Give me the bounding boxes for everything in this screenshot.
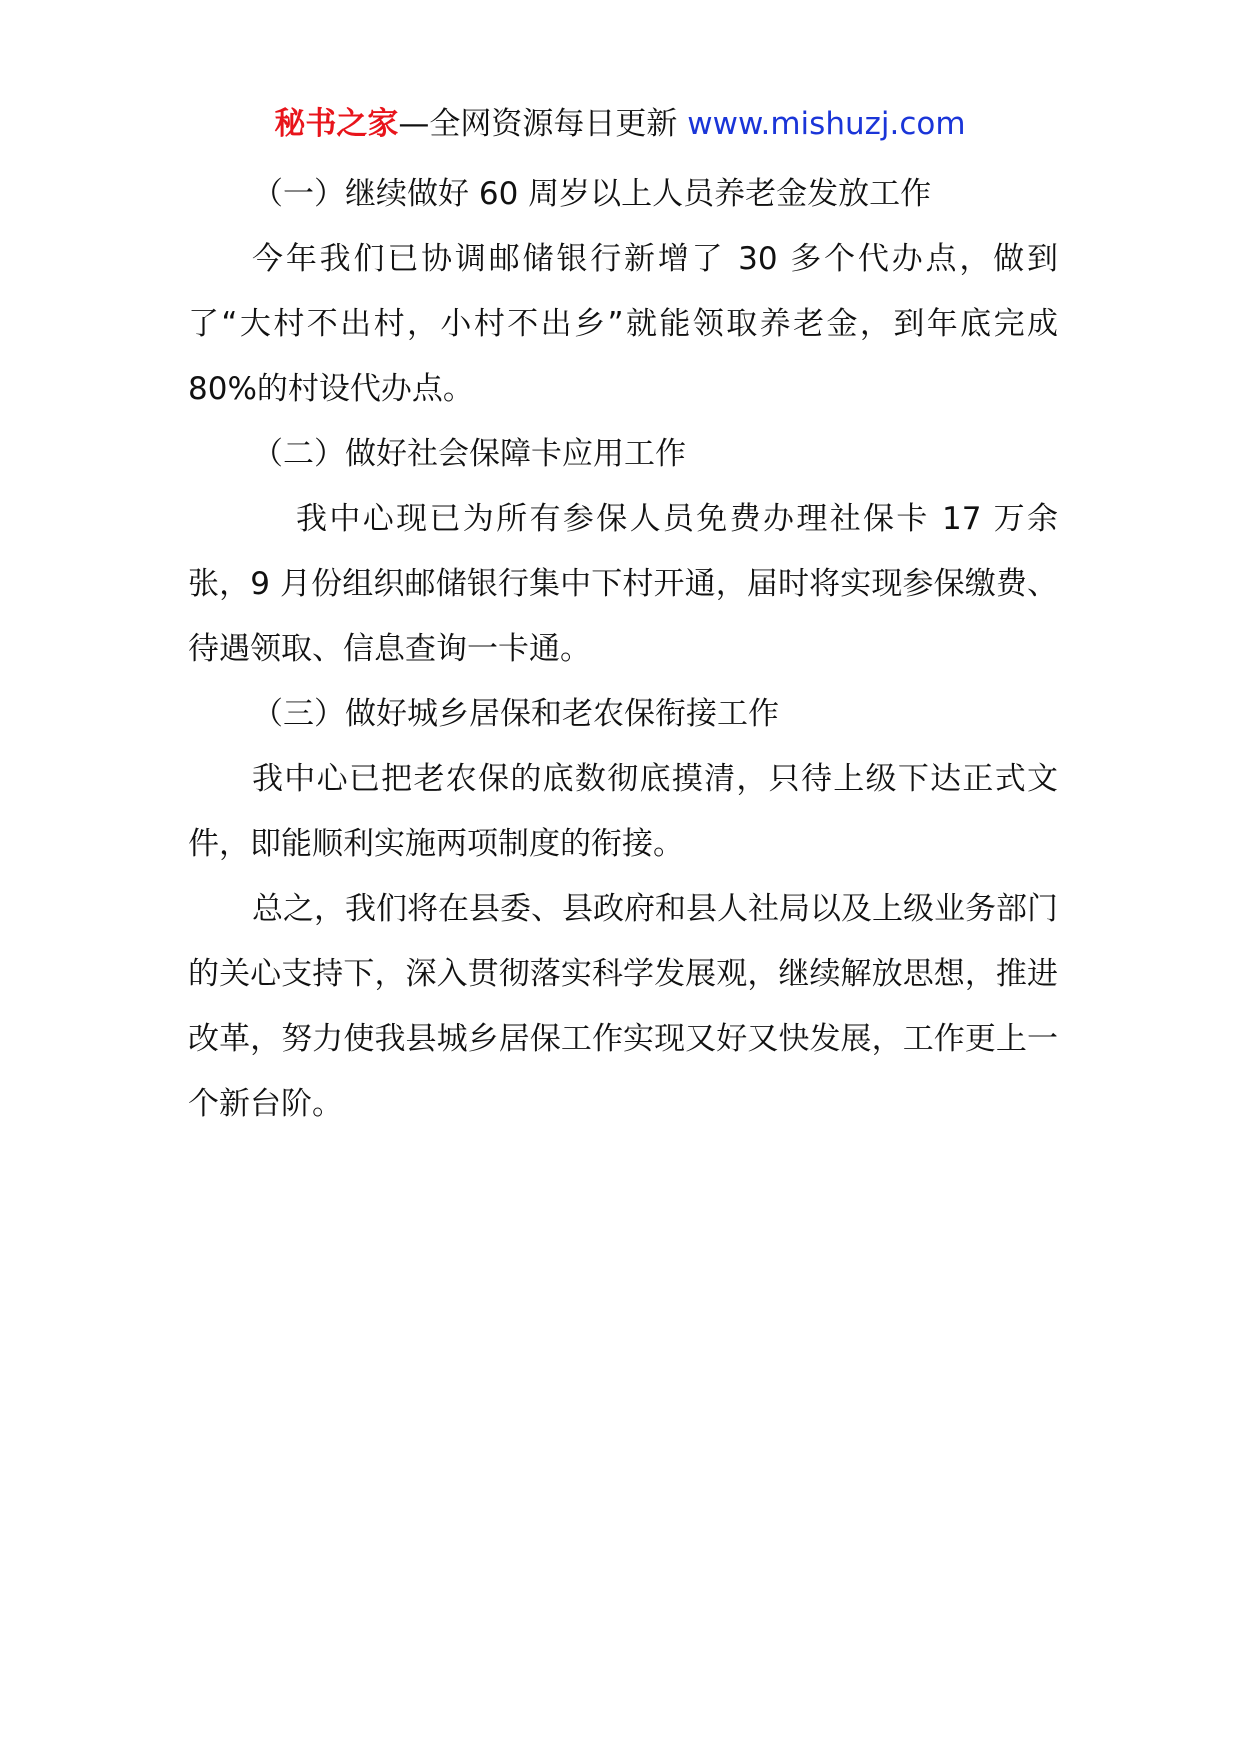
document-body [188,162,1058,1137]
site-header [0,100,1240,148]
brand-name: 秘书之家 [274,106,399,142]
section-heading-3: （三）做好城乡居保和老农保衔接工作 [252,696,779,732]
section-heading-2: （二）做好社会保障卡应用工作 [252,436,686,472]
section-paragraph-2: 我中心现已为所有参保人员免费办理社保卡 17 万余张，9 月份组织邮储银行集中下村开通，届时将实现参保缴费、待遇领取、信息查询一卡通。 [188,501,1058,667]
section-paragraph-3: 我中心已把老农保的底数彻底摸清，只待上级下达正式文件，即能顺利实施两项制度的衔接。 [188,761,1058,862]
site-url-link[interactable]: www.mishuzj.com [687,106,966,142]
header-tagline: —全网资源每日更新 [398,106,688,142]
conclusion-paragraph: 总之，我们将在县委、县政府和县人社局以及上级业务部门的关心支持下，深入贯彻落实科学发展观，继续解放思想，推进改革，努力使我县城乡居保工作实现又好又快发展，工作更上一个新台阶。 [188,891,1058,1122]
section-paragraph-1: 今年我们已协调邮储银行新增了 30 多个代办点，做到了“大村不出村，小村不出乡”就能领取养老金，到年底完成 80%的村设代办点。 [188,241,1058,407]
section-heading-1: （一）继续做好 60 周岁以上人员养老金发放工作 [252,176,932,212]
